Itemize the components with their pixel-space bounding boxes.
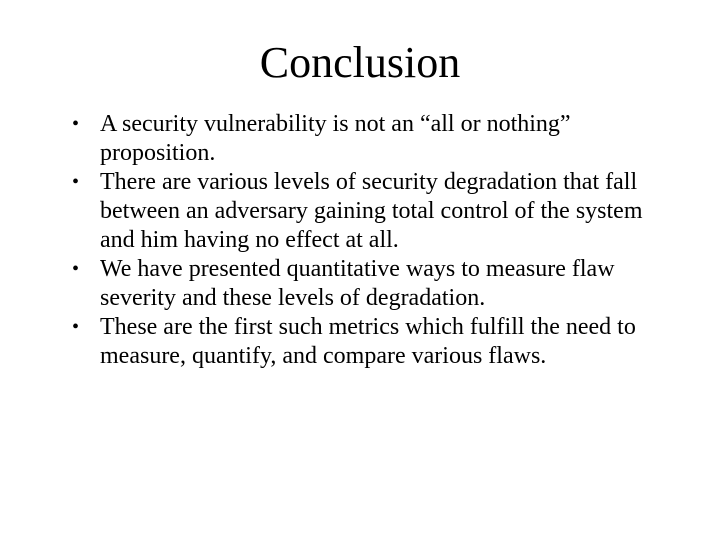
bullet-text: A security vulnerability is not an “all or nothing” proposition. bbox=[100, 111, 571, 166]
bullet-item bbox=[72, 168, 672, 255]
bullet-icon: • bbox=[72, 316, 80, 338]
bullet-icon: • bbox=[72, 113, 80, 135]
bullet-text: There are various levels of security degradation that fall between an adversary gaining total control of the system and him having no effect at all. bbox=[100, 169, 643, 253]
bullet-text: We have presented quantitative ways to measure flaw severity and these levels of degradation. bbox=[100, 256, 615, 311]
bullet-list bbox=[72, 110, 672, 371]
bullet-text: These are the first such metrics which fulfill the need to measure, quantify, and compare various flaws. bbox=[100, 314, 636, 369]
bullet-item bbox=[72, 110, 672, 168]
bullet-item bbox=[72, 255, 672, 313]
slide-title: Conclusion bbox=[259, 38, 461, 87]
bullet-icon: • bbox=[72, 171, 80, 193]
bullet-icon: • bbox=[72, 258, 80, 280]
bullet-item bbox=[72, 313, 672, 371]
